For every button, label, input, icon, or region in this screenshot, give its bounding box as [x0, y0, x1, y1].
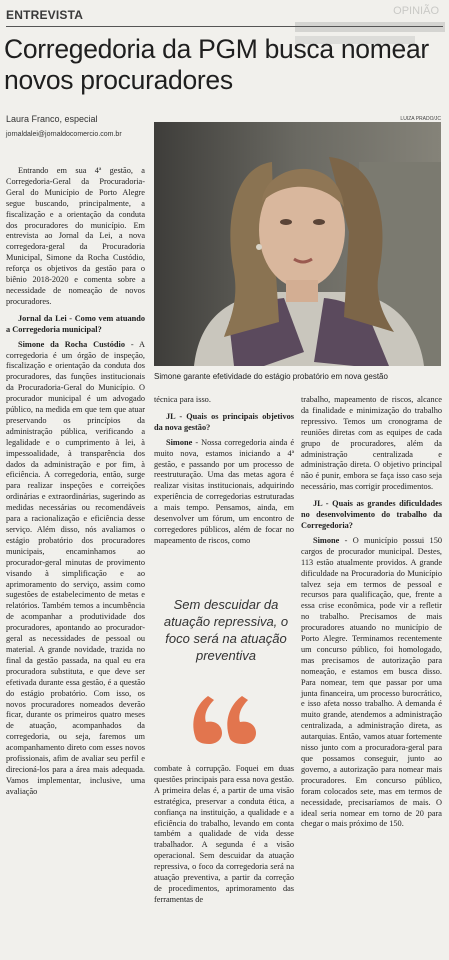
answer-2-continued: combate à corrupção. Foquei em duas questões principais para essa nova gestão. A primeira delas é, a partir de uma visão estratégica, preservar a conduta ética, a confiança na instituição, a qualidade e a eficiência do trabalho, levando em conta também a qualidade de vida desse trabalhador. A segunda é a visão operacional. Sem descuidar da atuação repressiva, o foco da corregedoria será na atuação preventiva, a partir da correção de procedimentos, aprimoramento das ferramentas de	[154, 764, 294, 904]
answer-1	[6, 340, 145, 798]
answer-2-end: trabalho, mapeamento de riscos, alcance da finalidade e minimização do trabalho repressivo. Temos um cronograma de reuniões diretas com as equipes de cada grupo de procuradores, além da administração centralizada e administração direta. O objetivo principal não é punir, embora se faça isso caso seja necessário, mas corrigir procedimentos.	[301, 395, 442, 492]
header-rule	[6, 26, 443, 27]
answer-3	[301, 536, 442, 830]
answer-1-end: técnica para isso.	[154, 395, 211, 404]
bleed-through-label: OPINIÃO	[393, 5, 439, 17]
answer-1-text: - A corregedoria é um órgão de inspeção, fiscalização e orientação da conduta dos procuradores, das funções institucionais da Procuradoria-Geral do Município. O procurador municipal é um advogado público, na medida em que tem que atuar preservando os princípios da administração pública, verificando a legalidade e o cumprimento à lei, à impessoalidade, à transparência dos dados da administração e por fim, à eficiência. A corregedoria, então, surge para realizar inspeções e correições ordinárias e extraordinárias, sugerindo as medidas necessárias ou recomendáveis para a racionalização e eficiência desse serviço. Além disso, nós avaliamos o estágio probatório dos procuradores municipais, encaminhamos ao procurador-geral minutas de provimento visando à simplificação e ao aprimoramento do serviço, assim como sugestões de estabelecimento de metas e relatórios. Também temos a incumbência de acompanhar a produtividade dos procuradores, apontando ao procurador-geral as necessidades de pessoal ou material. A grande novidade, trazida no final da gestão passada, na qual eu era procuradora substituta, e que deve ser efetivada durante essa gestão, é a questão do estágio probatório. Com isso, os novos procuradores nomeados deverão ficar, durante os primeiros quatro meses de atuação, acompanhados da corregedoria, ou seja, faremos um acompanhamento direto com esses novos profissionais, afim de avaliar seu perfil e direcioná-los para a área mais adequada. Vamos implementar, inclusive, uma avaliação	[6, 339, 146, 796]
author-email[interactable]: jornaldalei@jornaldocomercio.com.br	[6, 131, 122, 138]
headline: Corregedoria da PGM busca nomear novos procuradores	[4, 34, 429, 95]
photo-credit: LUIZA PRADO/JC	[400, 116, 441, 122]
article-column-1	[6, 166, 145, 798]
bleed-through-bar	[295, 22, 445, 32]
interview-photo	[154, 122, 441, 366]
article-column-2-continued	[154, 764, 294, 906]
answer-3-text: - O município possui 150 cargos de procurador municipal. Destes, 113 estão atualmente providos. A grande dificuldade na Procuradoria do Município talvez seja em termos de pessoal e recursos para qualificação, que, frente a essa crise econômica, pode vir a refletir no trabalho. Precisamos de mais procuradores atuando no município de Porto Alegre. Terminamos recentemente um concurso público, foi homologado, mas precisamos de autorização para nomeação, e estamos em busca disso. Para nomear, tem que passar por uma junta financeira, um processo burocrático, e isso afeta nosso trabalho. A demanda é muito grande, atendemos a administração centralizada, a administração direta, as autarquias. Então, vamos atuar fortemente nisso junto com a procuradora-geral para que possamos conseguir, junto ao governo, a autorização para nomear mais procuradores. Em concurso público, foram colocados sete, mas em termos de necessidade, precisaríamos de mais. O ideal seria nomear em torno de 20 para chegar o mais próximo de 150.	[301, 535, 443, 829]
article-column-3	[301, 395, 442, 830]
byline-author: Laura Franco, especial	[6, 114, 98, 124]
byline	[6, 114, 98, 124]
article-column-2	[154, 395, 294, 547]
answer-1-speaker: Simone da Rocha Custódio	[18, 339, 125, 349]
quote-mark-icon	[190, 684, 260, 744]
question-1: Jornal da Lei - Como vem atuando a Corregedoria municipal?	[6, 313, 145, 334]
answer-2	[154, 438, 294, 547]
answer-2-speaker: Simone	[166, 437, 193, 447]
photo-caption: Simone garante efetividade do estágio probatório em nova gestão	[154, 372, 388, 381]
question-2: JL - Quais os principais objetivos da nova gestão?	[154, 411, 294, 432]
pull-quote: Sem descuidar da atuação repressiva, o foco será na atuação preventiva	[163, 597, 289, 663]
portrait-illustration	[154, 122, 441, 366]
section-label: ENTREVISTA	[6, 8, 84, 22]
answer-3-speaker: Simone	[313, 535, 340, 545]
answer-2-text: - Nossa corregedoria ainda é muito nova, estamos iniciando a 4ª gestão, e passando por um processo de reestruturação. Uma das metas agora é realizar visitas institucionais, adquirindo experiência de corregedorias estruturadas a mais tempo. Pensamos, ainda, em desenvolver um fórum, um encontro de corregedores públicos, além de focar no mapeamento de riscos, como	[154, 437, 294, 545]
article-intro: Entrando em sua 4ª gestão, a Corregedoria-Geral da Procuradoria-Geral do Município de Porto Alegre segue buscando, principalmente, a fiscalização e a orientação da conduta dos procuradores do município. Em entrevista ao Jornal da Lei, a nova corregedora-geral da Procuradoria Municipal, Simone da Rocha Custódio, reforça os objetivos da gestão para o biênio 2018-2020 e comenta sobre a necessidade de nomeação de novos procuradores.	[6, 166, 145, 306]
question-3: JL - Quais as grandes dificuldades no desenvolvimento do trabalho da Corregedoria?	[301, 499, 442, 530]
